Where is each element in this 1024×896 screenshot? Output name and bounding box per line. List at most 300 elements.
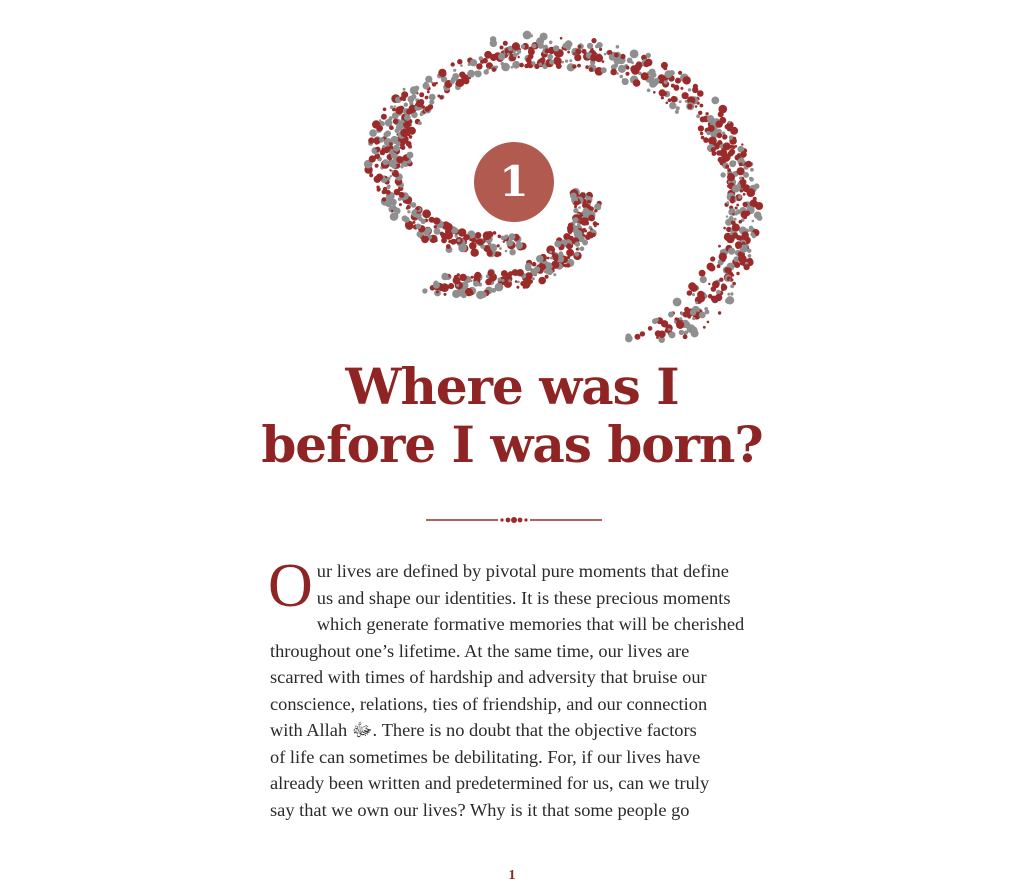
- spiral-dot: [396, 141, 401, 146]
- spiral-dot: [444, 293, 447, 296]
- spiral-dot: [736, 204, 739, 207]
- spiral-dot: [553, 45, 559, 51]
- spiral-dot: [575, 241, 580, 246]
- spiral-dot: [690, 309, 697, 316]
- spiral-dot: [455, 235, 458, 238]
- spiral-dot: [594, 209, 597, 212]
- spiral-dot: [505, 235, 508, 238]
- spiral-dot: [674, 85, 679, 90]
- spiral-dot: [387, 185, 391, 189]
- spiral-dot: [498, 53, 505, 60]
- chapter-number-badge: [474, 142, 554, 222]
- spiral-dot: [405, 223, 410, 228]
- spiral-dot: [716, 150, 721, 155]
- spiral-dot: [389, 169, 391, 171]
- spiral-dot: [743, 193, 746, 196]
- spiral-dot: [393, 119, 399, 125]
- body-line: us and shape our identities. It is these precious moments: [316, 587, 731, 608]
- spiral-dot: [516, 286, 519, 289]
- spiral-dot: [379, 119, 381, 121]
- spiral-dot: [452, 290, 460, 298]
- spiral-dot: [695, 301, 698, 304]
- spiral-dot: [725, 165, 729, 169]
- body-line: conscience, relations, ties of friendship, and our connection: [270, 693, 708, 714]
- spiral-dot: [622, 78, 624, 80]
- spiral-dot: [670, 104, 673, 107]
- spiral-dot: [472, 250, 475, 253]
- spiral-dot: [679, 317, 682, 320]
- spiral-dot: [700, 132, 703, 135]
- spiral-dot: [459, 72, 465, 78]
- spiral-dot: [750, 232, 754, 236]
- spiral-dot: [684, 330, 688, 334]
- spiral-dot: [754, 183, 760, 189]
- spiral-dot: [485, 279, 492, 286]
- spiral-dot: [457, 59, 462, 64]
- spiral-dot: [566, 249, 574, 257]
- spiral-dot: [647, 89, 651, 93]
- spiral-dot: [616, 45, 620, 49]
- spiral-dot: [588, 215, 595, 222]
- spiral-dot: [547, 257, 550, 260]
- spiral-dot: [410, 128, 415, 133]
- spiral-dot: [718, 245, 721, 248]
- spiral-dot: [573, 52, 576, 55]
- spiral-dot: [387, 177, 390, 180]
- spiral-dot: [696, 114, 700, 118]
- spiral-dot: [423, 82, 430, 89]
- spiral-dot: [662, 91, 667, 96]
- drop-cap: O: [268, 552, 313, 620]
- spiral-dot: [737, 153, 741, 157]
- spiral-dot: [483, 231, 492, 240]
- spiral-dot: [744, 264, 750, 270]
- spiral-dot: [428, 219, 431, 222]
- spiral-dot: [591, 38, 596, 43]
- spiral-dot: [721, 287, 725, 291]
- spiral-dot: [726, 201, 729, 204]
- spiral-dot: [755, 202, 763, 210]
- spiral-dot: [712, 281, 720, 289]
- spiral-dot: [540, 33, 548, 41]
- spiral-dot: [407, 210, 410, 213]
- spiral-dot: [509, 233, 516, 240]
- spiral-dot: [727, 168, 731, 172]
- spiral-dot: [635, 334, 641, 340]
- spiral-dot: [476, 291, 484, 299]
- spiral-dot: [658, 331, 665, 338]
- spiral-dot: [556, 63, 562, 69]
- spiral-dot: [641, 72, 649, 80]
- spiral-dot: [676, 106, 680, 110]
- spiral-dot: [487, 68, 490, 71]
- spiral-dot: [541, 45, 544, 48]
- spiral-dot: [436, 290, 439, 293]
- spiral-dot: [516, 242, 523, 249]
- spiral-dot: [722, 134, 727, 139]
- spiral-dot: [679, 100, 682, 103]
- spiral-dot: [752, 220, 755, 223]
- spiral-dot: [646, 53, 651, 58]
- body-line: of life can sometimes be debilitating. For, if our lives have: [270, 746, 701, 767]
- spiral-dot: [435, 82, 438, 85]
- spiral-dot: [395, 106, 403, 114]
- spiral-dot: [550, 257, 553, 260]
- spiral-dot: [728, 121, 731, 124]
- chapter-title-line-1: Where was I: [345, 357, 679, 416]
- spiral-dot: [553, 273, 556, 276]
- spiral-dot: [454, 275, 458, 279]
- spiral-dot: [730, 278, 733, 281]
- spiral-dot: [736, 235, 741, 240]
- spiral-dot: [369, 173, 373, 177]
- spiral-dot: [675, 110, 679, 114]
- spiral-dot: [457, 239, 460, 242]
- spiral-dot: [442, 74, 445, 77]
- spiral-dot: [404, 114, 411, 121]
- spiral-dot: [559, 251, 563, 255]
- spiral-dot: [382, 145, 385, 148]
- spiral-dot: [425, 96, 429, 100]
- spiral-dot: [532, 44, 537, 49]
- spiral-dot: [451, 62, 455, 66]
- spiral-dot: [748, 254, 752, 258]
- spiral-dot: [512, 42, 520, 50]
- spiral-dot: [503, 241, 505, 243]
- spiral-dot: [498, 235, 502, 239]
- spiral-dot: [538, 277, 546, 285]
- spiral-dot: [687, 104, 692, 109]
- spiral-dot: [560, 37, 563, 40]
- spiral-dot: [708, 264, 715, 271]
- spiral-dot: [732, 274, 735, 277]
- spiral-dot: [614, 53, 619, 58]
- spiral-dot: [664, 80, 668, 84]
- spiral-dot: [640, 331, 645, 336]
- spiral-dot: [382, 190, 387, 195]
- spiral-dot: [747, 188, 756, 197]
- spiral-dot: [549, 60, 554, 65]
- spiral-dot: [448, 240, 451, 243]
- spiral-dot: [715, 294, 722, 301]
- spiral-dot: [539, 63, 543, 67]
- spiral-dot: [645, 59, 653, 67]
- spiral-dot: [368, 137, 374, 143]
- spiral-dot: [437, 95, 440, 98]
- chapter-title-line-2: before I was born?: [261, 415, 763, 474]
- spiral-dot: [740, 189, 743, 192]
- spiral-dot: [383, 159, 389, 165]
- spiral-dot: [676, 321, 684, 329]
- spiral-dot: [554, 240, 561, 247]
- spiral-dot: [663, 66, 667, 70]
- spiral-dot: [372, 120, 380, 128]
- spiral-dot: [722, 258, 726, 262]
- spiral-dot: [476, 63, 482, 69]
- spiral-dot: [399, 203, 402, 206]
- body-line: with Allah ﷻ. There is no doubt that the objective factors: [270, 720, 697, 740]
- spiral-dot: [381, 114, 387, 120]
- spiral-dot: [544, 270, 548, 274]
- spiral-dot: [501, 270, 508, 277]
- spiral-dot: [585, 221, 590, 226]
- spiral-dot: [488, 270, 495, 277]
- spiral-dot: [521, 45, 525, 49]
- spiral-dot: [683, 311, 689, 317]
- spiral-dot: [732, 185, 740, 193]
- spiral-dot: [401, 91, 408, 98]
- spiral-dot: [680, 87, 683, 90]
- spiral-dot: [574, 201, 578, 205]
- spiral-dot: [490, 40, 497, 47]
- spiral-dot: [739, 220, 743, 224]
- body-line: scarred with times of hardship and adversity that bruise our: [270, 667, 707, 687]
- spiral-dot: [551, 261, 559, 269]
- divider-ornament: [426, 510, 602, 530]
- spiral-dot: [578, 201, 581, 204]
- body-line: throughout one’s lifetime. At the same time, our lives are: [270, 640, 690, 661]
- spiral-dot: [735, 241, 742, 248]
- spiral-dot: [549, 41, 553, 45]
- spiral-dot: [452, 73, 459, 80]
- spiral-dot: [376, 174, 383, 181]
- chapter-number: 1: [499, 157, 529, 206]
- spiral-dot: [497, 244, 500, 247]
- spiral-dot: [507, 53, 510, 56]
- spiral-dot: [403, 109, 406, 112]
- spiral-dot: [473, 281, 479, 287]
- spiral-dot: [750, 168, 754, 172]
- spiral-dot: [382, 197, 386, 201]
- spiral-dot: [580, 246, 585, 251]
- spiral-dot: [574, 54, 581, 61]
- spiral-dot: [578, 45, 582, 49]
- spiral-dot: [648, 326, 653, 331]
- spiral-dot: [698, 125, 704, 131]
- spiral-dot: [700, 276, 707, 283]
- spiral-dot: [383, 108, 387, 112]
- spiral-dot: [389, 125, 394, 130]
- spiral-dot: [659, 81, 662, 84]
- spiral-dot: [705, 112, 708, 115]
- spiral-dot: [727, 173, 735, 181]
- spiral-dot: [434, 225, 437, 228]
- spiral-dot: [609, 54, 612, 57]
- spiral-dot: [692, 317, 695, 320]
- spiral-dot: [669, 70, 675, 76]
- spiral-dot: [419, 92, 424, 97]
- spiral-dot: [691, 329, 699, 337]
- spiral-dot: [567, 40, 571, 44]
- spiral-dot: [547, 54, 553, 60]
- spiral-dot: [703, 326, 706, 329]
- spiral-dot: [574, 205, 577, 208]
- spiral-dot: [661, 96, 664, 99]
- spiral-dot: [411, 94, 416, 99]
- spiral-dot: [584, 230, 587, 233]
- spiral-dot: [747, 229, 750, 232]
- spiral-dot: [566, 263, 570, 267]
- page-number: 1: [508, 868, 516, 883]
- spiral-dot: [427, 91, 430, 94]
- spiral-dot: [703, 137, 709, 143]
- spiral-dot: [669, 331, 676, 338]
- spiral-dot: [599, 48, 602, 51]
- spiral-dot: [410, 86, 418, 94]
- spiral-dot: [734, 218, 737, 221]
- spiral-dot: [394, 105, 396, 107]
- spiral-dot: [528, 48, 535, 55]
- spiral-dot: [532, 262, 537, 267]
- spiral-dot: [732, 224, 740, 232]
- spiral-dot: [679, 330, 684, 335]
- spiral-dot: [710, 256, 715, 261]
- spiral-dot: [376, 186, 379, 189]
- spiral-dot: [470, 59, 477, 66]
- spiral-dot: [729, 149, 735, 155]
- spiral-dot: [698, 111, 702, 115]
- spiral-dot: [734, 262, 740, 268]
- spiral-dot: [713, 131, 717, 135]
- spiral-dot: [619, 75, 623, 79]
- spiral-dot: [560, 247, 563, 250]
- spiral-dot: [597, 42, 603, 48]
- spiral-dot: [757, 215, 763, 221]
- spiral-dot: [695, 105, 698, 108]
- spiral-dot: [708, 125, 715, 132]
- spiral-dot: [653, 91, 656, 94]
- spiral-dot: [563, 233, 570, 240]
- spiral-dot: [690, 284, 698, 292]
- spiral-dot: [440, 283, 449, 292]
- spiral-dot: [567, 51, 570, 54]
- spiral-dot: [429, 94, 436, 101]
- body-paragraph: [268, 552, 750, 823]
- spiral-dot: [501, 63, 510, 72]
- spiral-dot: [422, 209, 431, 218]
- spiral-dot: [728, 248, 735, 255]
- body-line: ur lives are defined by pivotal pure moments that define: [316, 561, 729, 581]
- spiral-dot: [467, 70, 475, 78]
- spiral-dot: [428, 104, 434, 110]
- spiral-dot: [666, 102, 669, 105]
- spiral-dot: [749, 177, 752, 180]
- spiral-dot: [616, 72, 619, 75]
- spiral-dot: [683, 76, 691, 84]
- spiral-dot: [389, 116, 393, 120]
- spiral-dot: [518, 56, 520, 58]
- spiral-dot: [601, 67, 607, 73]
- spiral-dot: [385, 130, 391, 136]
- spiral-dot: [652, 318, 658, 324]
- spiral-dot: [711, 97, 719, 105]
- spiral-dot: [403, 88, 406, 91]
- spiral-dot: [734, 212, 738, 216]
- spiral-dot: [459, 274, 466, 281]
- spiral-dot: [739, 163, 743, 167]
- spiral-dot: [723, 227, 726, 230]
- body-line: say that we own our lives? Why is it that some people go: [270, 799, 690, 820]
- spiral-dot: [726, 268, 732, 274]
- spiral-dot: [730, 292, 733, 295]
- spiral-dot: [434, 228, 441, 235]
- spiral-dot: [375, 164, 379, 168]
- spiral-dot: [697, 90, 704, 97]
- spiral-dot: [515, 270, 520, 275]
- spiral-dot: [733, 137, 737, 141]
- spiral-dot: [520, 281, 525, 286]
- spiral-dot: [741, 211, 749, 219]
- spiral-dot: [633, 79, 641, 87]
- spiral-dot: [441, 76, 447, 82]
- spiral-dot: [718, 311, 721, 314]
- spiral-dot: [577, 64, 581, 68]
- spiral-dot: [565, 60, 568, 63]
- spiral-dot: [416, 207, 419, 210]
- spiral-dot: [716, 120, 723, 127]
- spiral-dot: [656, 336, 659, 339]
- spiral-dot: [718, 111, 724, 117]
- spiral-dot: [561, 61, 564, 64]
- spiral-dot: [508, 279, 511, 282]
- spiral-dot: [474, 71, 478, 75]
- spiral-dot: [589, 67, 594, 72]
- spiral-dot: [530, 34, 533, 37]
- spiral-dot: [751, 190, 754, 193]
- spiral-dot: [509, 249, 515, 255]
- spiral-dot: [674, 320, 677, 323]
- spiral-dot: [453, 69, 456, 72]
- spiral-dot: [699, 312, 706, 319]
- spiral-dot: [595, 54, 603, 62]
- spiral-dot: [736, 272, 739, 275]
- spiral-dot: [517, 53, 520, 56]
- spiral-dot: [385, 146, 391, 152]
- spiral-dot: [515, 280, 518, 283]
- spiral-dot: [572, 64, 576, 68]
- spiral-dot: [730, 127, 738, 135]
- spiral-dot: [730, 284, 734, 288]
- spiral-dot: [720, 172, 725, 177]
- spiral-dot: [517, 281, 520, 284]
- spiral-dot: [418, 121, 422, 125]
- spiral-dot: [552, 253, 559, 260]
- spiral-dot: [500, 46, 504, 50]
- spiral-dot: [745, 161, 752, 168]
- body-line: already been written and predetermined for us, can we truly: [270, 773, 710, 793]
- spiral-dot: [700, 104, 704, 108]
- spiral-dot: [740, 151, 747, 158]
- spiral-dot: [482, 58, 488, 64]
- spiral-dot: [404, 103, 408, 107]
- spiral-dot: [574, 252, 579, 257]
- spiral-dot: [501, 236, 505, 240]
- spiral-dot: [554, 57, 560, 63]
- spiral-dot: [569, 59, 572, 62]
- spiral-dot: [475, 232, 482, 239]
- spiral-dot: [585, 234, 591, 240]
- spiral-dot: [708, 294, 713, 299]
- spiral-dot: [578, 206, 581, 209]
- spiral-dot: [503, 41, 508, 46]
- spiral-dot: [474, 274, 480, 280]
- spiral-dot: [519, 63, 524, 68]
- spiral-dot: [390, 175, 392, 177]
- spiral-dot: [512, 61, 520, 69]
- spiral-dot: [444, 223, 453, 232]
- spiral-dot: [732, 145, 736, 149]
- spiral-dot: [673, 298, 682, 307]
